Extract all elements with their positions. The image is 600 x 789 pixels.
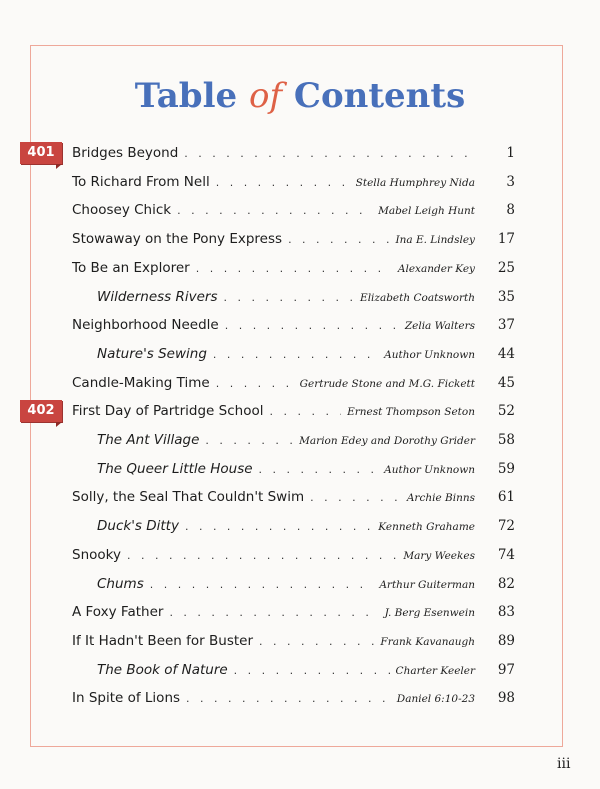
leader-dots <box>225 312 399 341</box>
entry-title: Nature's Sewing <box>97 345 207 362</box>
entry-page: 83 <box>497 604 515 621</box>
entry-author: Alexander Key <box>397 262 475 275</box>
entry-page: 97 <box>497 661 515 678</box>
entry-title: In Spite of Lions <box>72 690 181 707</box>
leader-dots <box>216 370 294 399</box>
page-number: iii <box>557 756 571 772</box>
entry-title: Solly, the Seal That Couldn't Swim <box>72 489 305 506</box>
toc-entry <box>72 541 515 570</box>
leader-dots <box>186 685 391 714</box>
entry-title: To Be an Explorer <box>72 259 190 276</box>
entry-title: To Richard From Nell <box>72 173 210 190</box>
toc-entry <box>72 397 515 426</box>
leader-dots <box>184 140 469 169</box>
entry-title: Candle-Making Time <box>72 374 210 391</box>
entry-author: Mabel Leigh Hunt <box>378 205 475 218</box>
title-word-contents: Contents <box>293 76 466 116</box>
entry-author: Marion Edey and Dorothy Grider <box>299 435 475 447</box>
leader-dots <box>177 197 372 226</box>
toc-entry <box>72 627 515 656</box>
leader-dots <box>259 456 379 485</box>
toc-entry <box>97 570 515 599</box>
entry-author: Frank Kavanaugh <box>380 635 475 648</box>
leader-dots <box>127 542 397 571</box>
entry-author: J. Berg Esenwein <box>384 607 475 620</box>
leader-dots <box>269 398 341 427</box>
entry-page: 82 <box>497 575 515 592</box>
entry-author: Author Unknown <box>384 348 475 361</box>
entry-title: The Book of Nature <box>97 661 228 678</box>
toc-entry <box>72 225 515 254</box>
entry-page: 58 <box>497 432 515 448</box>
toc-entry <box>72 684 515 713</box>
toc-entry <box>72 598 515 627</box>
entry-page: 35 <box>497 288 515 305</box>
entry-page: 17 <box>497 231 515 248</box>
entry-page: 25 <box>497 259 515 276</box>
entry-title: Snooky <box>72 546 121 563</box>
entry-title: Choosey Chick <box>72 202 172 219</box>
entry-author: Elizabeth Coatsworth <box>360 291 475 304</box>
entry-page: 61 <box>497 489 515 506</box>
entry-author: Arthur Guiterman <box>379 578 475 591</box>
entry-author: Stella Humphrey Nida <box>355 176 475 189</box>
page-title <box>0 76 600 116</box>
toc-entry <box>72 168 515 197</box>
toc-entry <box>97 512 515 541</box>
toc-entry <box>72 311 515 340</box>
entry-title: Neighborhood Needle <box>72 317 219 334</box>
title-word-of: of <box>248 76 283 116</box>
leader-dots <box>196 255 392 284</box>
title-word-table: Table <box>134 76 238 116</box>
leader-dots <box>259 628 374 657</box>
toc-entry <box>97 340 515 369</box>
toc-entry <box>97 426 515 455</box>
grade-marker-tab: 402 <box>20 400 62 422</box>
leader-dots <box>224 284 355 313</box>
entry-title: The Queer Little House <box>97 460 253 477</box>
entry-author: Author Unknown <box>384 463 475 476</box>
leader-dots <box>310 484 401 513</box>
entry-title: Stowaway on the Pony Express <box>72 231 283 248</box>
grade-marker-tab: 401 <box>20 142 62 164</box>
entry-page: 59 <box>497 460 515 477</box>
entry-author: Ernest Thompson Seton <box>347 406 475 419</box>
leader-dots <box>185 513 372 542</box>
entry-page: 45 <box>497 374 515 391</box>
toc-entry <box>72 483 515 512</box>
toc-entry <box>72 369 515 398</box>
entry-page: 52 <box>497 403 515 420</box>
leader-dots <box>213 341 378 370</box>
entry-author: Mary Weekes <box>403 549 475 562</box>
entry-author: Daniel 6:10-23 <box>396 693 475 706</box>
entry-author: Charter Keeler <box>395 664 475 677</box>
entry-author: Ina E. Lindsley <box>395 234 475 247</box>
leader-dots <box>234 657 390 686</box>
entry-title: The Ant Village <box>97 432 200 448</box>
leader-dots <box>169 599 378 628</box>
entry-title: Duck's Ditty <box>97 518 179 535</box>
entry-page: 89 <box>497 632 515 649</box>
leader-dots <box>150 571 374 600</box>
entry-author: Gertrude Stone and M.G. Fickett <box>299 377 475 390</box>
entry-title: Chums <box>97 575 144 592</box>
entry-page: 1 <box>506 145 515 161</box>
entry-page: 72 <box>497 518 515 535</box>
entry-title: Wilderness Rivers <box>97 288 218 305</box>
entry-author: Archie Binns <box>406 492 475 505</box>
toc-entry <box>97 455 515 484</box>
entry-title: A Foxy Father <box>72 604 164 621</box>
leader-dots <box>205 427 293 456</box>
toc-entry <box>72 196 515 225</box>
entry-page: 44 <box>497 345 515 362</box>
entry-page: 3 <box>506 173 515 190</box>
entry-author: Zelia Walters <box>404 320 475 333</box>
entry-title: First Day of Partridge School <box>72 403 264 420</box>
toc-entry <box>72 139 515 168</box>
entry-page: 8 <box>506 202 515 219</box>
leader-dots <box>216 169 350 198</box>
leader-dots <box>288 226 389 255</box>
entry-page: 37 <box>497 317 515 334</box>
entry-title: Bridges Beyond <box>72 145 179 161</box>
entry-title: If It Hadn't Been for Buster <box>72 632 254 649</box>
toc-entry <box>97 283 515 312</box>
toc-entry <box>72 254 515 283</box>
entry-page: 98 <box>497 690 515 707</box>
toc-entry <box>97 656 515 685</box>
entry-page: 74 <box>497 546 515 563</box>
entry-author: Kenneth Grahame <box>378 521 475 534</box>
